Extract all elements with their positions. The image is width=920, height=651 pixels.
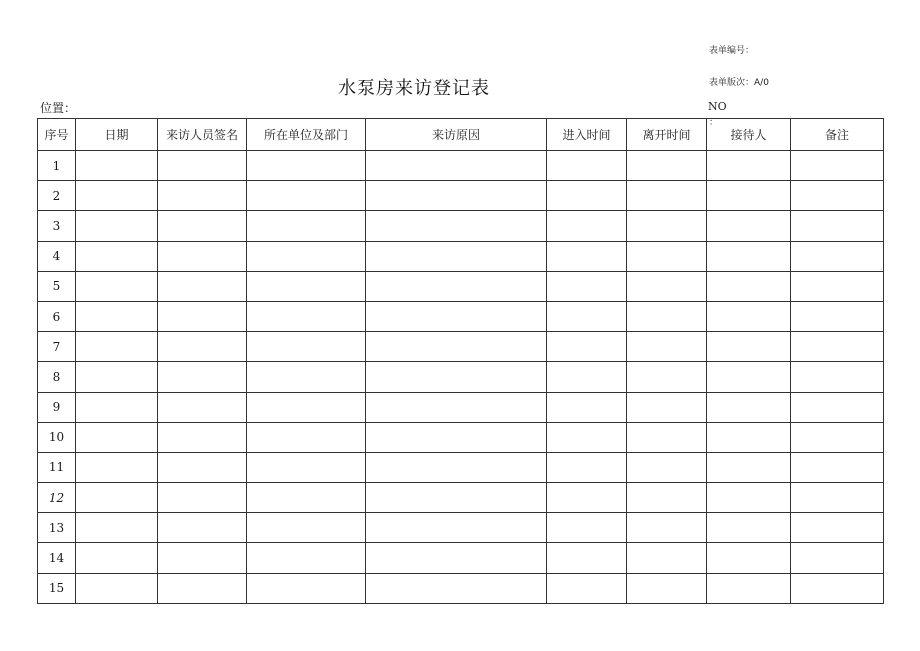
receptionist-cell[interactable] <box>707 211 791 241</box>
remarks-cell[interactable] <box>791 573 884 603</box>
column-header-visitor-signature: 来访人员签名 <box>158 119 247 151</box>
date-cell[interactable] <box>76 271 158 301</box>
row-number-cell: 8 <box>38 362 76 392</box>
unit-department-cell[interactable] <box>247 362 366 392</box>
unit-department-cell[interactable] <box>247 543 366 573</box>
date-cell[interactable] <box>76 543 158 573</box>
table-row <box>38 452 884 482</box>
row-number-cell: 15 <box>38 573 76 603</box>
entry-time-cell[interactable] <box>547 241 627 271</box>
table-row <box>38 543 884 573</box>
row-number-cell: 12 <box>38 483 76 513</box>
table-row <box>38 271 884 301</box>
unit-department-cell[interactable] <box>247 241 366 271</box>
visitor-signature-cell[interactable] <box>158 392 247 422</box>
exit-time-cell[interactable] <box>627 362 707 392</box>
visit-reason-cell[interactable] <box>366 452 547 482</box>
date-cell[interactable] <box>76 392 158 422</box>
visit-reason-cell[interactable] <box>366 573 547 603</box>
exit-time-cell[interactable] <box>627 422 707 452</box>
unit-department-cell[interactable] <box>247 513 366 543</box>
visit-reason-cell[interactable] <box>366 211 547 241</box>
table-row <box>38 332 884 362</box>
entry-time-cell[interactable] <box>547 362 627 392</box>
table-row <box>38 211 884 241</box>
column-header-date: 日期 <box>76 119 158 151</box>
unit-department-cell[interactable] <box>247 483 366 513</box>
visit-reason-cell[interactable] <box>366 151 547 181</box>
receptionist-cell[interactable] <box>707 392 791 422</box>
unit-department-cell[interactable] <box>247 211 366 241</box>
visit-reason-cell[interactable] <box>366 543 547 573</box>
unit-department-cell[interactable] <box>247 392 366 422</box>
entry-time-cell[interactable] <box>547 513 627 543</box>
date-cell[interactable] <box>76 151 158 181</box>
receptionist-cell[interactable] <box>707 362 791 392</box>
remarks-cell[interactable] <box>791 513 884 543</box>
remarks-cell[interactable] <box>791 362 884 392</box>
table-row <box>38 151 884 181</box>
exit-time-cell[interactable] <box>627 181 707 211</box>
date-cell[interactable] <box>76 422 158 452</box>
table-row <box>38 422 884 452</box>
date-cell[interactable] <box>76 332 158 362</box>
page-title: 水泵房来访登记表 <box>338 78 490 99</box>
remarks-cell[interactable] <box>791 181 884 211</box>
entry-time-cell[interactable] <box>547 452 627 482</box>
remarks-cell[interactable] <box>791 392 884 422</box>
number-label: NO <box>708 100 727 113</box>
visitor-signature-cell[interactable] <box>158 452 247 482</box>
unit-department-cell[interactable] <box>247 573 366 603</box>
remarks-cell[interactable] <box>791 241 884 271</box>
visitor-signature-cell[interactable] <box>158 573 247 603</box>
receptionist-cell[interactable] <box>707 422 791 452</box>
exit-time-cell[interactable] <box>627 332 707 362</box>
row-number-cell: 14 <box>38 543 76 573</box>
exit-time-cell[interactable] <box>627 392 707 422</box>
visit-reason-cell[interactable] <box>366 241 547 271</box>
date-cell[interactable] <box>76 483 158 513</box>
date-cell[interactable] <box>76 181 158 211</box>
entry-time-cell[interactable] <box>547 301 627 331</box>
entry-time-cell[interactable] <box>547 332 627 362</box>
date-cell[interactable] <box>76 452 158 482</box>
receptionist-cell[interactable] <box>707 271 791 301</box>
remarks-cell[interactable] <box>791 271 884 301</box>
date-cell[interactable] <box>76 301 158 331</box>
visitor-register-table <box>37 118 884 604</box>
date-cell[interactable] <box>76 362 158 392</box>
receptionist-cell[interactable] <box>707 301 791 331</box>
row-number-cell: 2 <box>38 181 76 211</box>
receptionist-cell[interactable] <box>707 543 791 573</box>
visitor-signature-cell[interactable] <box>158 151 247 181</box>
visitor-signature-cell[interactable] <box>158 513 247 543</box>
table-row <box>38 362 884 392</box>
visit-reason-cell[interactable] <box>366 332 547 362</box>
unit-department-cell[interactable] <box>247 271 366 301</box>
unit-department-cell[interactable] <box>247 181 366 211</box>
remarks-cell[interactable] <box>791 332 884 362</box>
remarks-cell[interactable] <box>791 483 884 513</box>
receptionist-cell[interactable] <box>707 332 791 362</box>
row-number-cell: 13 <box>38 513 76 543</box>
column-header-entry-time: 进入时间 <box>547 119 627 151</box>
entry-time-cell[interactable] <box>547 483 627 513</box>
receptionist-cell[interactable] <box>707 151 791 181</box>
exit-time-cell[interactable] <box>627 573 707 603</box>
exit-time-cell[interactable] <box>627 301 707 331</box>
exit-time-cell[interactable] <box>627 543 707 573</box>
visitor-signature-cell[interactable] <box>158 211 247 241</box>
row-number-cell: 5 <box>38 271 76 301</box>
remarks-cell[interactable] <box>791 301 884 331</box>
row-number-cell: 4 <box>38 241 76 271</box>
visitor-signature-cell[interactable] <box>158 332 247 362</box>
table-row <box>38 483 884 513</box>
location-label: 位置： <box>40 101 77 115</box>
exit-time-cell[interactable] <box>627 241 707 271</box>
table-row <box>38 181 884 211</box>
table-header-row <box>38 119 884 151</box>
visitor-signature-cell[interactable] <box>158 362 247 392</box>
receptionist-cell[interactable] <box>707 241 791 271</box>
receptionist-cell[interactable] <box>707 483 791 513</box>
remarks-cell[interactable] <box>791 422 884 452</box>
row-number-cell: 11 <box>38 452 76 482</box>
column-header-exit-time: 离开时间 <box>627 119 707 151</box>
column-header-unit-department: 所在单位及部门 <box>247 119 366 151</box>
column-header-serial: 序号 <box>38 119 76 151</box>
column-header-visit-reason: 来访原因 <box>366 119 547 151</box>
form-code-label: 表单编号： <box>709 46 755 56</box>
unit-department-cell[interactable] <box>247 422 366 452</box>
visit-reason-cell[interactable] <box>366 422 547 452</box>
table-row <box>38 301 884 331</box>
entry-time-cell[interactable] <box>547 573 627 603</box>
table-row <box>38 573 884 603</box>
receptionist-cell[interactable] <box>707 181 791 211</box>
column-header-receptionist: 接待人 <box>707 119 791 151</box>
remarks-cell[interactable] <box>791 543 884 573</box>
entry-time-cell[interactable] <box>547 543 627 573</box>
unit-department-cell[interactable] <box>247 301 366 331</box>
form-version-label: 表单版次：A/0 <box>709 78 769 88</box>
remarks-cell[interactable] <box>791 211 884 241</box>
unit-department-cell[interactable] <box>247 452 366 482</box>
table-row <box>38 392 884 422</box>
row-number-cell: 1 <box>38 151 76 181</box>
row-number-cell: 7 <box>38 332 76 362</box>
exit-time-cell[interactable] <box>627 452 707 482</box>
visit-reason-cell[interactable] <box>366 181 547 211</box>
receptionist-cell[interactable] <box>707 452 791 482</box>
visitor-signature-cell[interactable] <box>158 271 247 301</box>
entry-time-cell[interactable] <box>547 211 627 241</box>
column-header-remarks: 备注 <box>791 119 884 151</box>
remarks-cell[interactable] <box>791 452 884 482</box>
visit-reason-cell[interactable] <box>366 271 547 301</box>
row-number-cell: 10 <box>38 422 76 452</box>
exit-time-cell[interactable] <box>627 211 707 241</box>
entry-time-cell[interactable] <box>547 181 627 211</box>
entry-time-cell[interactable] <box>547 422 627 452</box>
visitor-signature-cell[interactable] <box>158 241 247 271</box>
date-cell[interactable] <box>76 211 158 241</box>
visitor-signature-cell[interactable] <box>158 483 247 513</box>
visit-reason-cell[interactable] <box>366 392 547 422</box>
table-row <box>38 513 884 543</box>
number-label-colon: ： <box>709 118 719 128</box>
visitor-signature-cell[interactable] <box>158 543 247 573</box>
entry-time-cell[interactable] <box>547 271 627 301</box>
visitor-signature-cell[interactable] <box>158 301 247 331</box>
visitor-signature-cell[interactable] <box>158 181 247 211</box>
exit-time-cell[interactable] <box>627 271 707 301</box>
entry-time-cell[interactable] <box>547 392 627 422</box>
receptionist-cell[interactable] <box>707 513 791 543</box>
unit-department-cell[interactable] <box>247 151 366 181</box>
date-cell[interactable] <box>76 573 158 603</box>
exit-time-cell[interactable] <box>627 513 707 543</box>
row-number-cell: 9 <box>38 392 76 422</box>
row-number-cell: 6 <box>38 301 76 331</box>
unit-department-cell[interactable] <box>247 332 366 362</box>
entry-time-cell[interactable] <box>547 151 627 181</box>
row-number-cell: 3 <box>38 211 76 241</box>
date-cell[interactable] <box>76 241 158 271</box>
visit-reason-cell[interactable] <box>366 483 547 513</box>
exit-time-cell[interactable] <box>627 151 707 181</box>
date-cell[interactable] <box>76 513 158 543</box>
exit-time-cell[interactable] <box>627 483 707 513</box>
visitor-signature-cell[interactable] <box>158 422 247 452</box>
table-row <box>38 241 884 271</box>
visit-reason-cell[interactable] <box>366 513 547 543</box>
visit-reason-cell[interactable] <box>366 301 547 331</box>
remarks-cell[interactable] <box>791 151 884 181</box>
receptionist-cell[interactable] <box>707 573 791 603</box>
visit-reason-cell[interactable] <box>366 362 547 392</box>
